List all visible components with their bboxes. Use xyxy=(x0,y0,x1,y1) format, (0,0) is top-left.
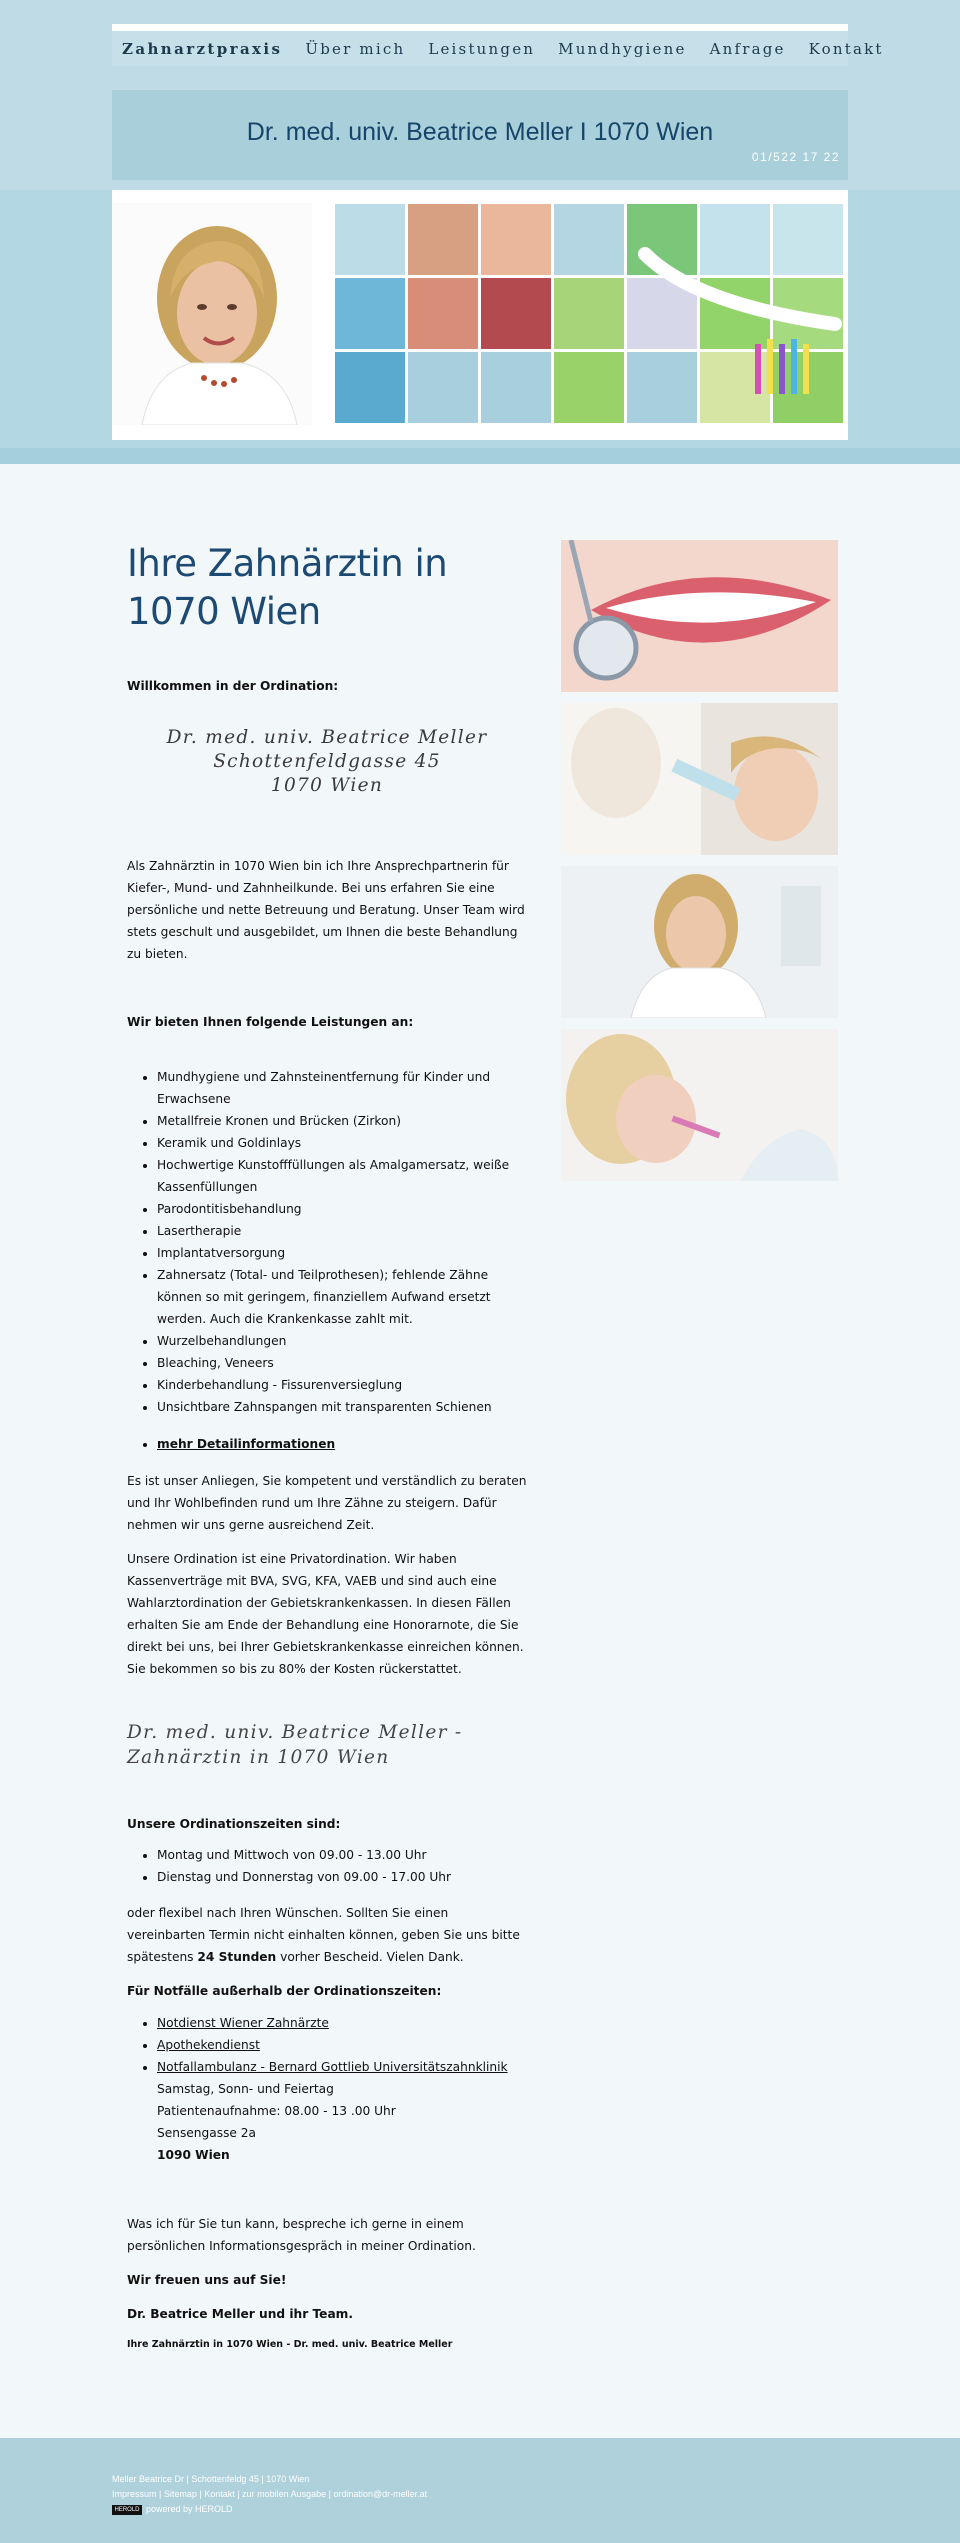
emergency-city: 1090 Wien xyxy=(157,2148,230,2162)
site-title: Dr. med. univ. Beatrice Meller I 1070 Wien xyxy=(246,118,714,146)
privat-text: Unsere Ordination ist eine Privatordination. Wir haben Kassenverträge mit BVA, SVG, KFA, VAEB und sind auch eine Wahlarztordination der Gebietskrankenkassen. In diesen Fällen erhalten Sie am Ende der Behandlung eine Honorarnote, die Sie direkt bei uns, bei Ihrer Gebietskrankenkasse einreichen können. Sie bekommen so bis zu 80% der Kosten rückerstattet. xyxy=(127,1552,524,1676)
smile-photo xyxy=(561,540,838,692)
flex-text-post: vorher Bescheid. Vielen Dank. xyxy=(276,1950,464,1964)
address-name: Dr. med. univ. Beatrice Meller xyxy=(166,727,488,748)
hero-strip xyxy=(0,448,960,464)
nav-item-mundhygiene[interactable]: Mundhygiene xyxy=(558,39,687,58)
nav-item-zahnarztpraxis[interactable]: Zahnarztpraxis xyxy=(122,39,283,58)
list-item: • Bleaching, Veneers xyxy=(157,1352,527,1374)
doctor-photo xyxy=(561,866,838,1018)
list-item: • Wurzelbehandlungen xyxy=(157,1330,527,1352)
main-content xyxy=(127,540,527,2356)
flex-text-pre: oder flexibel nach Ihren Wünschen. Sollten Sie einen vereinbarten Termin nicht einhalten können, geben Sie uns bitte spätestens xyxy=(127,1906,520,1964)
list-item: • Implantatversorgung xyxy=(157,1242,527,1264)
subheading: Dr. med. univ. Beatrice Meller - Zahnärztin in 1070 Wien xyxy=(127,1722,463,1768)
nav-item-leistungen[interactable]: Leistungen xyxy=(428,39,536,58)
list-item: • Montag und Mittwoch von 09.00 - 13.00 Uhr xyxy=(157,1844,527,1866)
welcome-label: Willkommen in der Ordination: xyxy=(127,679,339,693)
services-heading: Wir bieten Ihnen folgende Leistungen an: xyxy=(127,1015,414,1029)
emergency-detail: Sensengasse 2a xyxy=(157,2126,257,2140)
list-item: • Zahnersatz (Total- und Teilprothesen); fehlende Zähne können so mit geringem, finanziellem Aufwand ersetzt werden. Auch die Krankenkasse zahlt mit. xyxy=(157,1264,527,1330)
nav-item-kontakt[interactable]: Kontakt xyxy=(808,39,884,58)
hours-heading: Unsere Ordinationszeiten sind: xyxy=(127,1817,341,1831)
list-item: • Kinderbehandlung - Fissurenversieglung xyxy=(157,1374,527,1396)
brushing-photo xyxy=(561,1029,838,1181)
freuen-text: Wir freuen uns auf Sie! xyxy=(127,2273,287,2287)
services-list xyxy=(127,1066,527,1418)
nav-item-anfrage[interactable]: Anfrage xyxy=(709,39,786,58)
address-city: 1070 Wien xyxy=(270,775,384,796)
footer-inner xyxy=(112,2472,427,2517)
list-item: • Dienstag und Donnerstag von 09.00 - 17.00 Uhr xyxy=(157,1866,527,1888)
hours-list xyxy=(127,1844,527,1888)
hero-banner xyxy=(112,190,848,440)
list-item: • Mundhygiene und Zahnsteinentfernung für Kinder und Erwachsene xyxy=(157,1066,527,1110)
address-block xyxy=(127,726,527,798)
notfallambulanz-link[interactable]: Notfallambulanz - Bernard Gottlieb Universitätszahnklinik xyxy=(157,2060,508,2074)
herold-logo: HEROLD xyxy=(112,2505,142,2515)
team-text: Dr. Beatrice Meller und ihr Team. xyxy=(127,2307,353,2321)
address-street: Schottenfeldgasse 45 xyxy=(213,751,441,772)
footer-links[interactable]: Impressum | Sitemap | Kontakt | zur mobilen Ausgabe | ordination@dr-meller.at xyxy=(112,2489,428,2499)
doctor-portrait xyxy=(112,203,312,425)
list-item xyxy=(157,2056,527,2166)
title-bar xyxy=(112,90,848,180)
phone-number[interactable]: 01/522 17 22 xyxy=(751,150,840,164)
page-footer xyxy=(0,2438,960,2543)
list-item xyxy=(157,2012,527,2034)
page-heading: Ihre Zahnärztin in 1070 Wien xyxy=(127,542,448,633)
list-item: • Unsichtbare Zahnspangen mit transparenten Schienen xyxy=(157,1396,527,1418)
emergency-heading: Für Notfälle außerhalb der Ordinationszeiten: xyxy=(127,1984,442,1998)
list-item: • Hochwertige Kunstofffüllungen als Amalgamersatz, weiße Kassenfüllungen xyxy=(157,1154,527,1198)
emergency-detail: Patientenaufnahme: 08.00 - 13 .00 Uhr xyxy=(157,2104,396,2118)
dental-image-mosaic xyxy=(335,204,848,426)
child-treatment-photo xyxy=(561,703,838,855)
apothekendienst-link[interactable]: Apothekendienst xyxy=(157,2038,260,2052)
emergency-list xyxy=(127,2012,527,2166)
more-list xyxy=(127,1433,527,1455)
powered-by-text[interactable]: powered by HEROLD xyxy=(146,2504,233,2514)
flex-text xyxy=(127,1902,527,1968)
emergency-detail: Samstag, Sonn- und Feiertag xyxy=(157,2082,334,2096)
flex-text-bold: 24 Stunden xyxy=(197,1950,277,1964)
list-item: • Metallfreie Kronen und Brücken (Zirkon) xyxy=(157,1110,527,1132)
list-item: • Parodontitisbehandlung xyxy=(157,1198,527,1220)
notdienst-link[interactable]: Notdienst Wiener Zahnärzte xyxy=(157,2016,329,2030)
list-item: • Lasertherapie xyxy=(157,1220,527,1242)
main-nav xyxy=(112,24,884,66)
anliegen-text: Es ist unser Anliegen, Sie kompetent und verständlich zu beraten und Ihr Wohlbefinden rund um Ihre Zähne zu steigern. Dafür nehmen wir uns gerne ausreichend Zeit. xyxy=(127,1474,527,1532)
list-item xyxy=(157,2034,527,2056)
small-footer-text: Ihre Zahnärztin in 1070 Wien - Dr. med. univ. Beatrice Meller xyxy=(127,2339,453,2350)
list-item: • Keramik und Goldinlays xyxy=(157,1132,527,1154)
list-item xyxy=(157,1433,527,1455)
intro-text: Als Zahnärztin in 1070 Wien bin ich Ihre Ansprechpartnerin für Kiefer-, Mund- und Zahnheilkunde. Bei uns erfahren Sie eine persönliche und nette Betreuung und Beratung. Unser Team wird stets geschult und ausgebildet, um Ihnen die beste Behandlung zu bieten. xyxy=(127,859,525,961)
footer-address: Meller Beatrice Dr | Schottenfeldg 45 | 1070 Wien xyxy=(112,2474,310,2484)
more-details-link[interactable]: mehr Detailinformationen xyxy=(157,1437,336,1451)
footer-powered xyxy=(112,2502,427,2517)
gespraech-text: Was ich für Sie tun kann, bespreche ich gerne in einem persönlichen Informationsgespräch in meiner Ordination. xyxy=(127,2217,476,2253)
nav-item-ueber-mich[interactable]: Über mich xyxy=(305,39,406,58)
